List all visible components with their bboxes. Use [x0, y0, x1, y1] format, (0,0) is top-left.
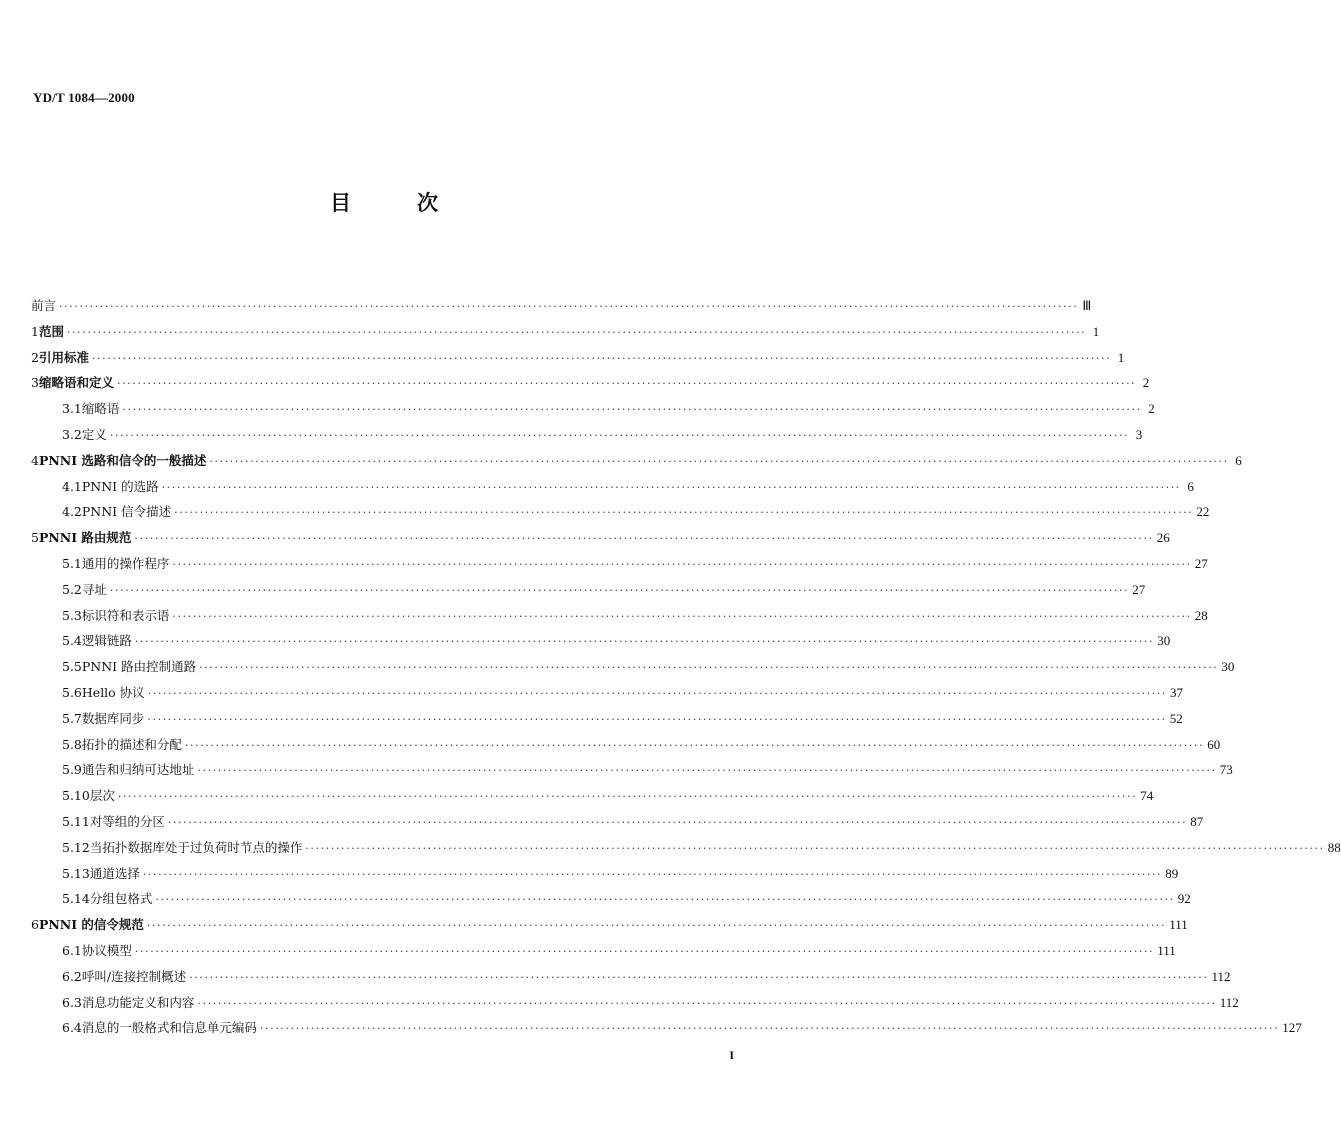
toc-entry-title: PNNI 路由控制通路: [81, 659, 197, 675]
toc-entry-title: 缩略语和定义: [38, 375, 114, 391]
toc-leader-dots: ········································································································································································································: [91, 351, 1112, 365]
toc-chapter-row[interactable]: [31, 323, 1100, 349]
toc-chapter-row[interactable]: [31, 349, 1125, 375]
toc-entry-title: 数据库同步: [81, 710, 145, 726]
toc-entry-page: 1: [1117, 349, 1125, 365]
toc-entry-title: 引用标准: [38, 349, 89, 365]
toc-entry-number: 5.14: [62, 891, 90, 907]
toc-entry-number: 5.4: [62, 633, 82, 649]
toc-section-row[interactable]: [31, 710, 1183, 736]
page-title-right: 次: [417, 191, 438, 215]
toc-section-row[interactable]: [31, 581, 1146, 607]
toc-leader-dots: ········································································································································································································: [142, 867, 1163, 881]
toc-entry-page: 27: [1194, 555, 1208, 571]
page-title: [0, 187, 768, 217]
toc-entry-title: PNNI 的信令规范: [38, 917, 144, 933]
toc-section-row[interactable]: [31, 400, 1155, 426]
toc-leader-dots: ········································································································································································································: [197, 764, 1217, 778]
toc-entry-page: 1: [1092, 323, 1100, 339]
toc-leader-dots: ········································································································································································································: [184, 738, 1205, 752]
toc-entry-number: 5.7: [62, 710, 82, 726]
toc-leader-dots: ········································································································································································································: [161, 480, 1181, 494]
toc-entry-page: 6: [1187, 478, 1194, 494]
toc-leader-dots: ········································································································································································································: [117, 790, 1138, 804]
toc-leader-dots: ········································································································································································································: [66, 325, 1087, 339]
toc-entry-number: 2: [31, 349, 39, 365]
toc-section-row[interactable]: [31, 607, 1208, 633]
toc-leader-dots: ········································································································································································································: [109, 583, 1130, 597]
toc-leader-dots: ········································································································································································································: [174, 506, 1194, 520]
toc-section-row[interactable]: [31, 968, 1231, 994]
toc-entry-title: 通道选择: [89, 865, 140, 881]
toc-leader-dots: ········································································································································································································: [146, 919, 1167, 933]
toc-entry-number: 6.1: [62, 942, 82, 958]
toc-entry-page: 28: [1194, 607, 1208, 623]
toc-leader-dots: ········································································································································································································: [172, 609, 1192, 623]
toc-entry-number: 5: [31, 530, 39, 546]
toc-entry-title: 通用的操作程序: [81, 555, 170, 571]
toc-entry-page: 37: [1170, 684, 1184, 700]
toc-entry-title: 呼叫/连接控制概述: [81, 968, 187, 984]
page-number: I: [729, 1048, 734, 1062]
toc-entry-page: 127: [1282, 1020, 1302, 1036]
toc-entry-number: 6: [31, 917, 39, 933]
toc-chapter-row[interactable]: [31, 529, 1170, 555]
toc-entry-number: 5.13: [62, 865, 90, 881]
toc-entry-number: 5.10: [62, 788, 90, 804]
toc-entry-number: 6.3: [62, 994, 82, 1010]
toc-entry-page: 73: [1219, 762, 1233, 778]
toc-entry-number: 3.2: [62, 426, 82, 442]
toc-leader-dots: ········································································································································································································: [197, 996, 1217, 1010]
toc-entry-page: 89: [1165, 865, 1179, 881]
toc-entry-number: 4.2: [62, 504, 82, 520]
toc-entry-title: 通告和归纳可达地址: [81, 762, 195, 778]
toc-leader-dots: ········································································································································································································: [147, 686, 1168, 700]
toc-entry-page: 22: [1196, 504, 1210, 520]
toc-leader-dots: ········································································································································································································: [134, 944, 1155, 958]
toc-entry-page: 87: [1190, 813, 1204, 829]
toc-entry-page: 2: [1142, 375, 1150, 391]
table-of-contents: [31, 297, 1341, 1045]
toc-entry-title: PNNI 信令描述: [81, 504, 172, 520]
toc-leader-dots: ········································································································································································································: [172, 557, 1192, 571]
toc-chapter-row[interactable]: [31, 452, 1242, 478]
toc-section-row[interactable]: [31, 632, 1171, 658]
toc-entry-number: 5.8: [62, 736, 82, 752]
toc-entry-page: 112: [1219, 994, 1239, 1010]
toc-entry-title: 定义: [81, 426, 107, 442]
toc-leader-dots: ········································································································································································································: [109, 428, 1130, 442]
toc-leader-dots: ········································································································································································································: [189, 970, 1209, 984]
toc-entry-number: 5.6: [62, 684, 82, 700]
toc-entry-page: 111: [1169, 917, 1188, 933]
toc-entry-page: 30: [1221, 659, 1235, 675]
toc-entry-number: 6.4: [62, 1020, 82, 1036]
toc-section-row[interactable]: [31, 994, 1239, 1020]
toc-leader-dots: ········································································································································································································: [122, 403, 1142, 417]
toc-entry-number: 4.1: [62, 478, 82, 494]
toc-entry-title: 消息的一般格式和信息单元编码: [81, 1020, 257, 1036]
toc-chapter-row[interactable]: [31, 916, 1188, 942]
toc-section-row[interactable]: [31, 787, 1154, 813]
toc-leader-dots: ········································································································································································································: [147, 712, 1167, 726]
toc-section-row[interactable]: [31, 684, 1184, 710]
toc-leader-dots: ········································································································································································································: [116, 377, 1137, 391]
toc-chapter-row[interactable]: [31, 297, 1092, 323]
toc-entry-title: 拓扑的描述和分配: [81, 736, 182, 752]
toc-entry-title: 当拓扑数据库处于过负荷时节点的操作: [89, 839, 303, 855]
toc-section-row[interactable]: [31, 555, 1208, 581]
toc-entry-page: 52: [1169, 710, 1183, 726]
toc-entry-page: Ⅲ: [1082, 298, 1092, 313]
page-title-left: 目: [330, 191, 351, 215]
toc-section-row[interactable]: [31, 813, 1204, 839]
toc-entry-title: PNNI 选路和信令的一般描述: [38, 452, 207, 468]
toc-section-row[interactable]: [31, 942, 1176, 968]
toc-leader-dots: ········································································································································································································: [134, 635, 1155, 649]
toc-entry-number: 3: [31, 375, 39, 391]
toc-entry-number: 5.5: [62, 659, 82, 675]
toc-section-row[interactable]: [31, 890, 1191, 916]
toc-entry-title: 层次: [89, 788, 115, 804]
toc-entry-number: 5.1: [62, 555, 82, 571]
toc-leader-dots: ········································································································································································································: [167, 815, 1188, 829]
toc-entry-title: 逻辑链路: [81, 633, 132, 649]
toc-entry-page: 60: [1207, 736, 1221, 752]
toc-entry-page: 88: [1327, 839, 1341, 855]
toc-leader-dots: ········································································································································································································: [59, 300, 1079, 313]
toc-leader-dots: ········································································································································································································: [134, 532, 1154, 546]
toc-entry-number: 5.11: [62, 813, 90, 829]
toc-entry-number: 3.1: [62, 401, 82, 417]
toc-section-row[interactable]: [31, 478, 1194, 504]
toc-section-row[interactable]: [31, 1019, 1302, 1045]
toc-entry-page: 26: [1156, 530, 1170, 546]
toc-entry-number: 4: [31, 452, 39, 468]
toc-entry-number: 1: [31, 323, 39, 339]
toc-entry-page: 30: [1157, 633, 1171, 649]
toc-entry-title: 消息功能定义和内容: [81, 994, 195, 1010]
toc-entry-page: 92: [1177, 891, 1191, 907]
toc-entry-title: 分组包格式: [89, 891, 153, 907]
toc-entry-page: 111: [1157, 942, 1176, 958]
toc-entry-number: 5.3: [62, 607, 82, 623]
toc-entry-number: 5.9: [62, 762, 82, 778]
toc-entry-number: 5.12: [62, 839, 90, 855]
toc-section-row[interactable]: [31, 503, 1210, 529]
toc-section-row[interactable]: [31, 839, 1341, 865]
toc-entry-title: 寻址: [81, 581, 107, 597]
toc-section-row[interactable]: [31, 736, 1221, 762]
toc-entry-page: 27: [1132, 581, 1146, 597]
toc-entry-page: 6: [1235, 452, 1242, 468]
toc-entry-title: 前言: [31, 298, 57, 313]
toc-entry-number: 5.2: [62, 581, 82, 597]
toc-entry-title: 范围: [38, 323, 64, 339]
toc-entry-title: PNNI 的选路: [81, 478, 159, 494]
toc-leader-dots: ········································································································································································································: [305, 841, 1325, 855]
toc-entry-page: 2: [1148, 401, 1155, 417]
toc-entry-title: PNNI 路由规范: [38, 530, 132, 546]
toc-entry-number: 6.2: [62, 968, 82, 984]
toc-section-row[interactable]: [31, 658, 1235, 684]
toc-leader-dots: ········································································································································································································: [199, 661, 1219, 675]
toc-entry-title: 协议模型: [81, 942, 132, 958]
toc-entry-title: 对等组的分区: [89, 813, 165, 829]
toc-leader-dots: ········································································································································································································: [209, 454, 1229, 468]
toc-entry-page: 112: [1211, 968, 1231, 984]
toc-entry-page: 74: [1140, 788, 1154, 804]
toc-leader-dots: ········································································································································································································: [155, 893, 1175, 907]
toc-chapter-row[interactable]: [31, 374, 1150, 400]
toc-section-row[interactable]: [31, 761, 1233, 787]
toc-entry-title: 标识符和表示语: [81, 607, 170, 623]
toc-section-row[interactable]: [31, 865, 1179, 891]
toc-entry-title: Hello 协议: [81, 684, 145, 700]
toc-leader-dots: ········································································································································································································: [259, 1022, 1280, 1036]
toc-section-row[interactable]: [31, 426, 1143, 452]
standard-code: YD/T 1084—2000: [33, 90, 135, 105]
toc-entry-title: 缩略语: [81, 401, 120, 417]
toc-entry-page: 3: [1135, 426, 1143, 442]
